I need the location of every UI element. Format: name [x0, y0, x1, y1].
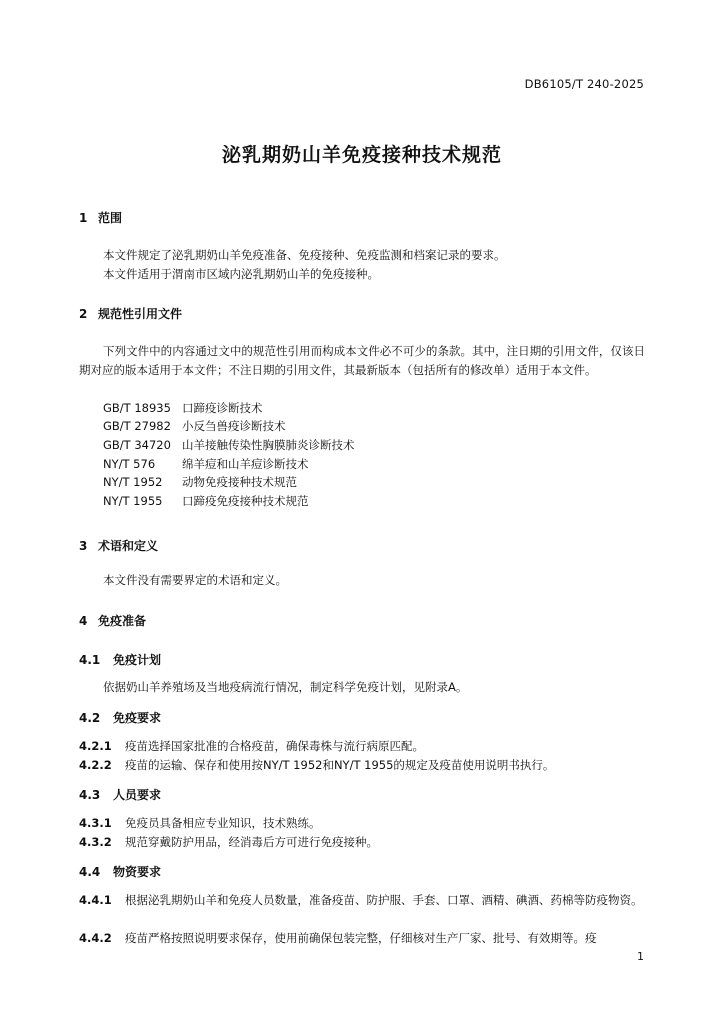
- reference-title: 口蹄疫诊断技术: [182, 401, 263, 415]
- reference-item: [103, 417, 286, 436]
- clause-number: 4.3.1: [79, 816, 112, 830]
- section-number: 3: [79, 539, 88, 553]
- section-title: 规范性引用文件: [98, 307, 183, 321]
- clause-text: 疫苗选择国家批准的合格疫苗，确保毒株与流行病原匹配。: [125, 739, 424, 753]
- subsection-title: 免疫计划: [113, 653, 162, 667]
- subsection-number: 4.3: [79, 788, 101, 802]
- page-title: 泌乳期奶山羊免疫接种技术规范: [221, 144, 502, 166]
- reference-title: 小反刍兽疫诊断技术: [182, 419, 286, 433]
- paragraph: 依据奶山羊养殖场及当地疫病流行情况，制定科学免疫计划，见附录A。: [103, 680, 468, 694]
- reference-code: NY/T 1952: [103, 475, 163, 489]
- reference-title: 动物免疫接种技术规范: [182, 475, 297, 489]
- page-number: 1: [637, 950, 644, 963]
- subsection-4-4-heading: [79, 863, 161, 880]
- reference-code: NY/T 576: [103, 457, 156, 471]
- subsection-title: 人员要求: [113, 788, 162, 802]
- subsection-4-3-heading: [79, 786, 161, 803]
- subsection-number: 4.1: [79, 653, 101, 667]
- clause-text: 根据泌乳期奶山羊和免疫人员数量，准备疫苗、防护服、手套、口罩、酒精、碘酒、药棉等防疫物资。: [125, 893, 643, 907]
- paragraph: 本文件规定了泌乳期奶山羊免疫准备、免疫接种、免疫监测和档案记录的要求。: [103, 248, 506, 262]
- section-number: 2: [79, 307, 88, 321]
- doc-id: DB6105/T 240-2025: [524, 77, 644, 91]
- section-number: 4: [79, 614, 88, 628]
- clause-item: [79, 737, 645, 756]
- clause-text: 规范穿戴防护用品，经消毒后方可进行免疫接种。: [125, 835, 378, 849]
- clause-number: 4.3.2: [79, 835, 112, 849]
- paragraph: 下列文件中的内容通过文中的规范性引用而构成本文件必不可少的条款。其中，注日期的引用文件，仅该日期对应的版本适用于本文件；不注日期的引用文件，其最新版本（包括所有的修改单）适用于本文件。: [79, 344, 645, 377]
- clause-item: [79, 891, 645, 910]
- reference-code: NY/T 1955: [103, 494, 163, 508]
- subsection-4-2-heading: [79, 709, 161, 726]
- clause-item: [79, 833, 645, 852]
- clause-number: 4.2.2: [79, 758, 112, 772]
- reference-title: 口蹄疫免疫接种技术规范: [182, 494, 309, 508]
- paragraph: 本文件没有需要界定的术语和定义。: [103, 573, 287, 587]
- section-1-heading: [79, 209, 122, 226]
- reference-code: GB/T 34720: [103, 438, 171, 452]
- clause-item: [79, 756, 645, 775]
- clause-text: 疫苗的运输、保存和使用按NY/T 1952和NY/T 1955的规定及疫苗使用说明书执行。: [125, 758, 555, 772]
- clause-item: [79, 814, 645, 833]
- reference-item: [103, 455, 309, 474]
- section-3-heading: [79, 537, 158, 554]
- paragraph: 本文件适用于渭南市区域内泌乳期奶山羊的免疫接种。: [103, 267, 379, 281]
- clause-number: 4.4.1: [79, 893, 112, 907]
- reference-code: GB/T 27982: [103, 419, 171, 433]
- subsection-number: 4.4: [79, 865, 101, 879]
- section-number: 1: [79, 211, 88, 225]
- clause-number: 4.2.1: [79, 739, 112, 753]
- subsection-4-1-heading: [79, 651, 161, 668]
- section-title: 免疫准备: [98, 614, 147, 628]
- section-title: 术语和定义: [98, 539, 159, 553]
- clause-text: 免疫员具备相应专业知识，技术熟练。: [125, 816, 321, 830]
- clause-item: [79, 929, 645, 948]
- clause-text: 疫苗严格按照说明要求保存，使用前确保包装完整，仔细核对生产厂家、批号、有效期等。疫: [125, 931, 597, 945]
- reference-title: 绵羊痘和山羊痘诊断技术: [182, 457, 309, 471]
- subsection-title: 免疫要求: [113, 711, 162, 725]
- subsection-title: 物资要求: [113, 865, 162, 879]
- reference-title: 山羊接触传染性胸膜肺炎诊断技术: [182, 438, 355, 452]
- reference-item: [103, 473, 297, 492]
- reference-item: [103, 492, 309, 511]
- subsection-number: 4.2: [79, 711, 101, 725]
- reference-item: [103, 399, 263, 418]
- section-4-heading: [79, 612, 146, 629]
- section-title: 范围: [98, 211, 123, 225]
- reference-code: GB/T 18935: [103, 401, 171, 415]
- section-2-heading: [79, 305, 182, 322]
- reference-item: [103, 436, 355, 455]
- clause-number: 4.4.2: [79, 931, 112, 945]
